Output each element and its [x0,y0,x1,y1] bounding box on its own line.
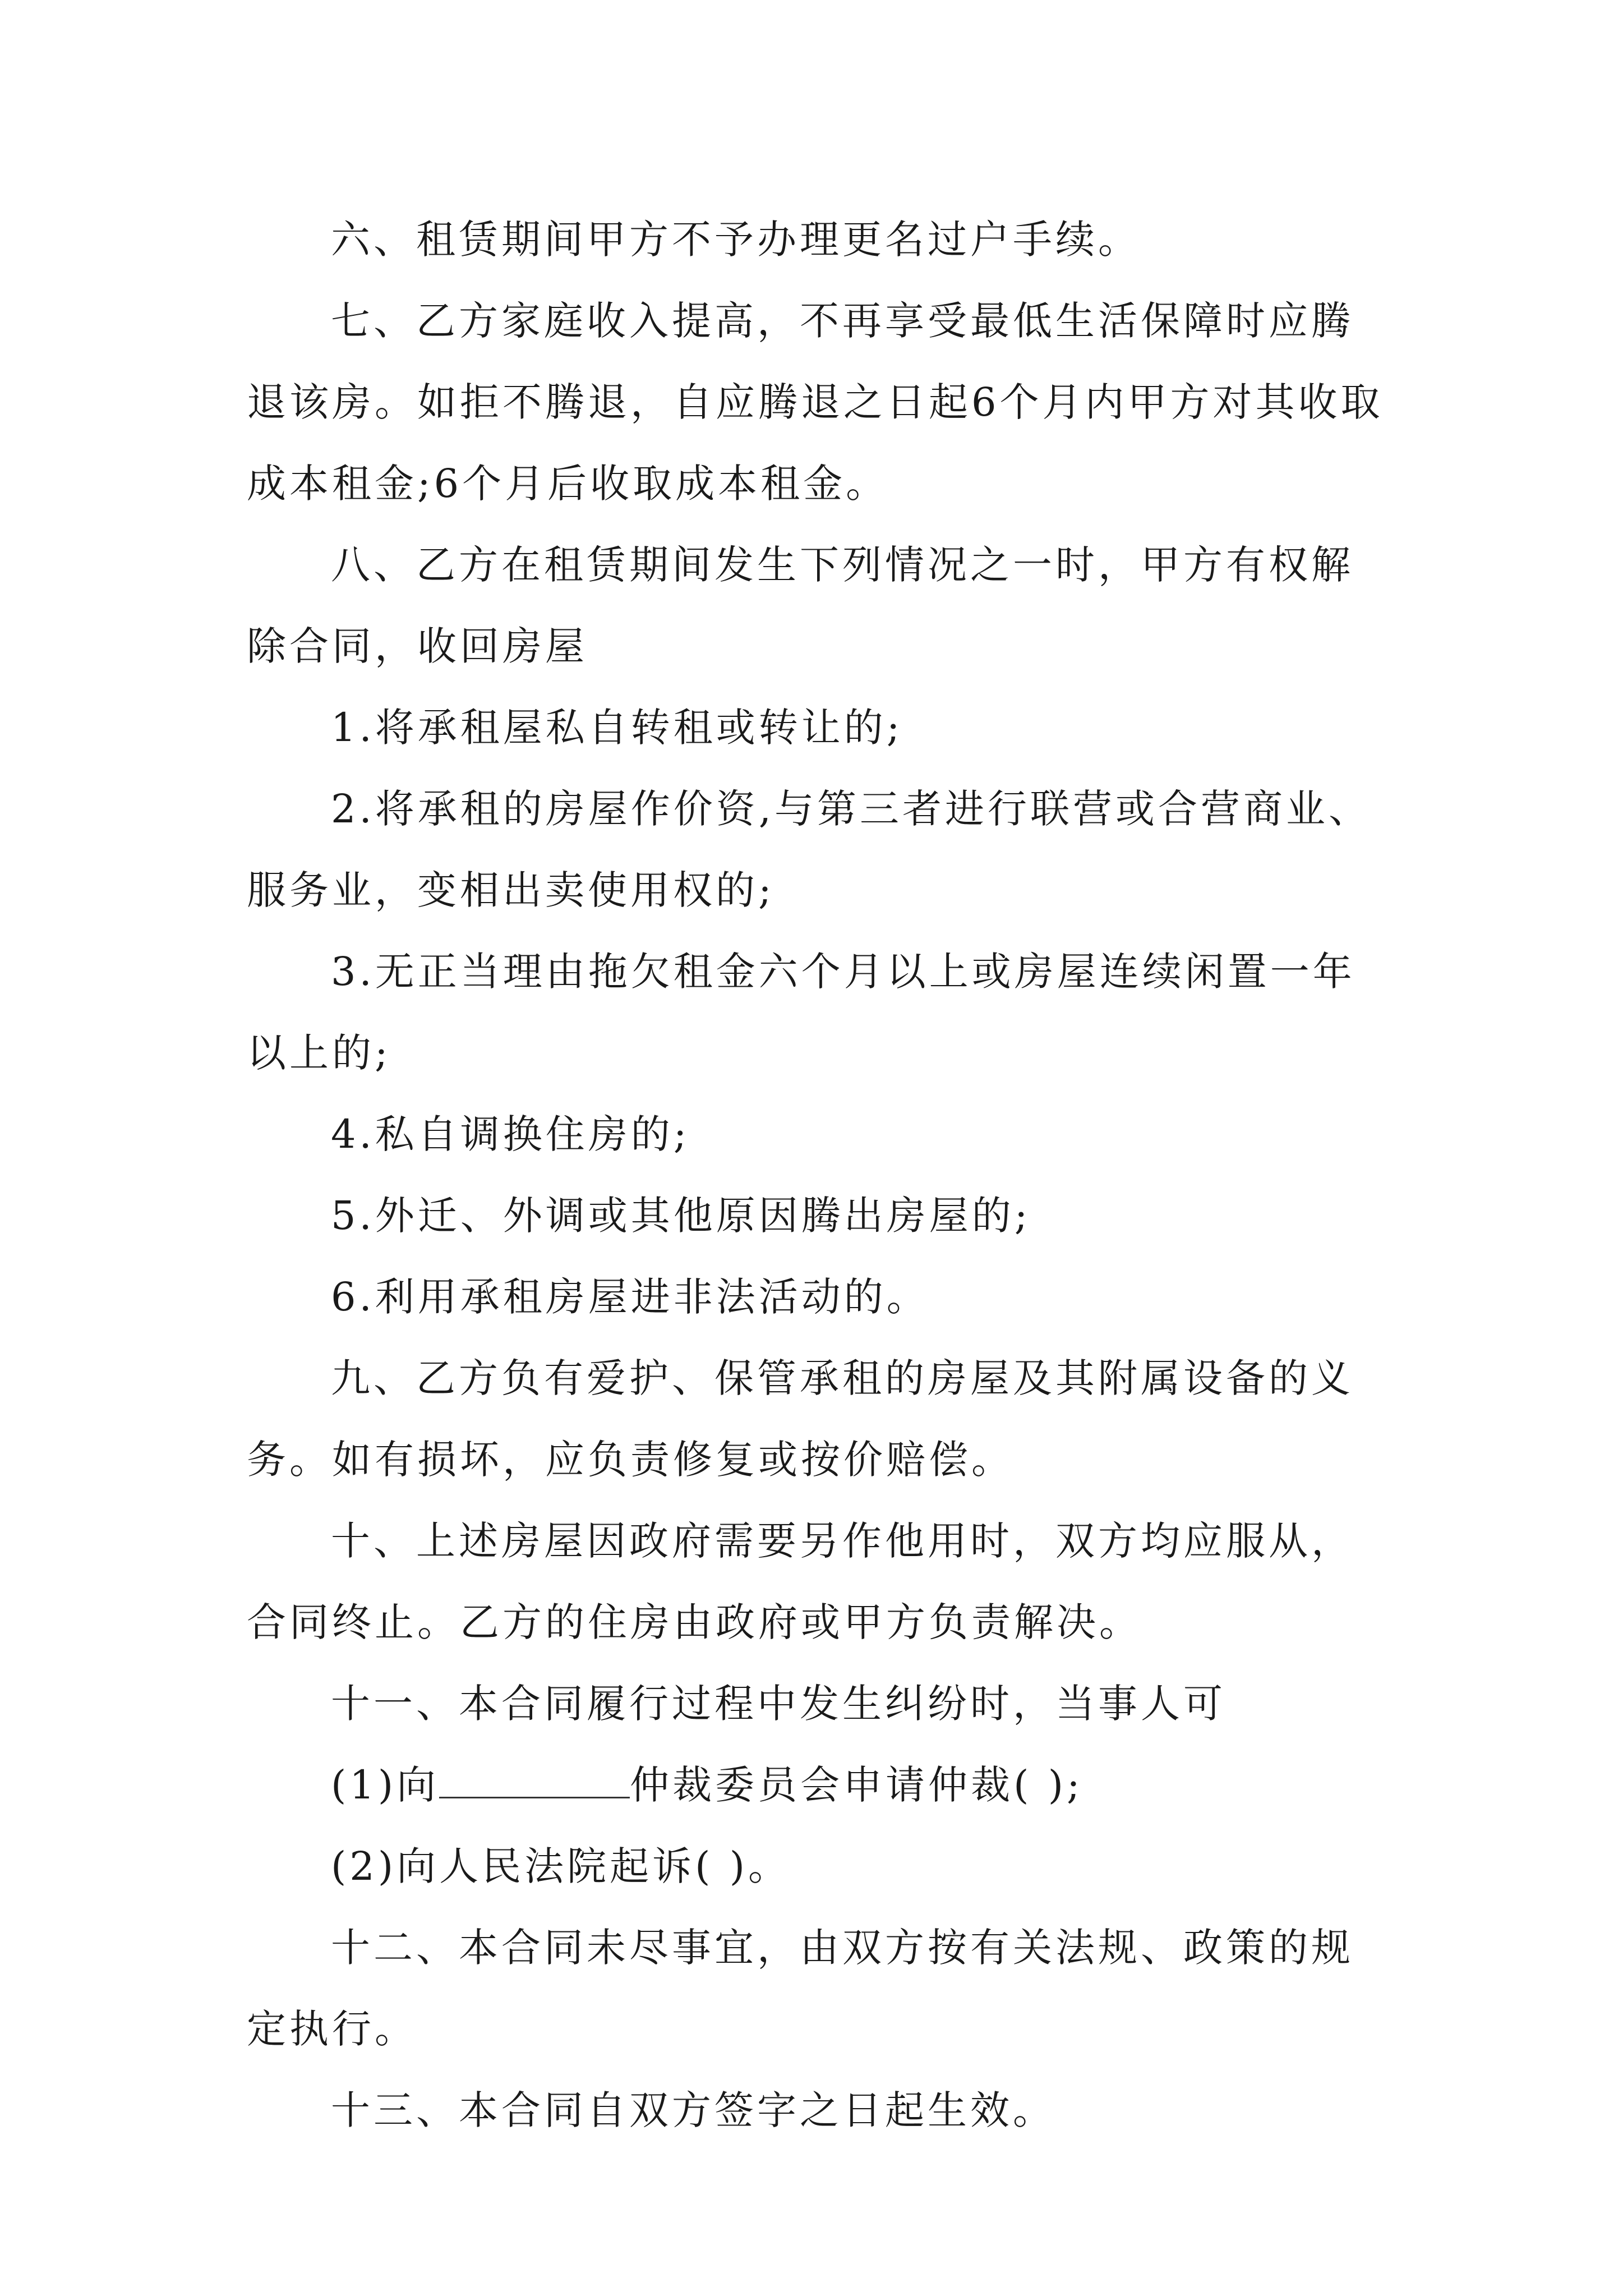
clause-11-option-2: (2)向人民法院起诉( )。 [331,1843,791,1889]
clause-8: 八、乙方在租赁期间发生下列情况之一时，甲方有权解除合同，收回房屋 [247,542,1354,669]
arbitration-blank [439,1763,630,1798]
clause-9: 九、乙方负有爱护、保管承租的房屋及其附属设备的义务。如有损坏，应负责修复或按价赔偿。 [247,1355,1354,1483]
option-1-prefix: (1)向 [331,1762,440,1808]
clause-11-option-1 [247,1745,1385,1826]
clause-13: 十三、本合同自双方签字之日起生效。 [331,2087,1055,2133]
clause-8-item-4: 4.私自调换住房的; [331,1111,690,1157]
clause-8-item-2: 2.将承租的房屋作价资,与第三者进行联营或合营商业、服务业，变相出卖使用权的; [247,786,1372,913]
clause-10: 十、上述房屋因政府需要另作他用时，双方均应服从，合同终止。乙方的住房由政府或甲方负责解决。 [247,1518,1354,1645]
clause-8-item-3: 3.无正当理由拖欠租金六个月以上或房屋连续闲置一年以上的; [247,949,1355,1076]
option-1-suffix: 仲裁委员会申请仲裁( ); [630,1762,1083,1808]
clause-8-item-6: 6.利用承租房屋进非法活动的。 [331,1274,929,1320]
clause-6: 六、租赁期间甲方不予办理更名过户手续。 [331,217,1141,263]
clause-7: 七、乙方家庭收入提高，不再享受最低生活保障时应腾退该房。如拒不腾退，自应腾退之日起6个月内甲方对其收取成本租金;6个月后收取成本租金。 [247,298,1384,507]
clause-11: 十一、本合同履行过程中发生纠纷时，当事人可 [331,1681,1226,1727]
clause-8-item-1: 1.将承租屋私自转租或转让的; [331,705,903,751]
clause-8-item-5: 5.外迁、外调或其他原因腾出房屋的; [331,1193,1031,1239]
clause-12: 十二、本合同未尽事宜，由双方按有关法规、政策的规定执行。 [247,1925,1354,2052]
document-body [247,199,1385,2151]
